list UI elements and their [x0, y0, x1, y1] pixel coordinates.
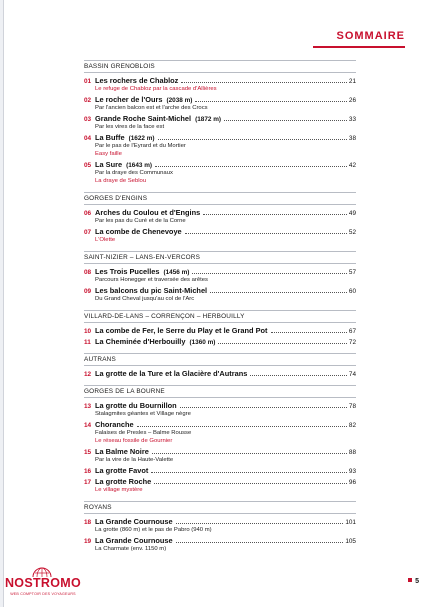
dot-leader: [203, 214, 347, 215]
entry-subtitle: La grotte (860 m) et le pas de Pabro (940 m): [95, 527, 212, 533]
toc-section: [84, 310, 356, 346]
entry-page-number: 72: [348, 339, 356, 346]
entry-title: Arches du Coulou et d'Engins: [95, 208, 201, 217]
entry-title: La Sure: [95, 160, 123, 169]
entry-page-number: 52: [348, 229, 356, 236]
toc-entry[interactable]: [84, 160, 356, 185]
toc-entry[interactable]: [84, 227, 356, 244]
entry-title: Le rocher de l'Ours: [95, 95, 163, 104]
entry-subtitle: Stalagmites géantes et Village nègre: [95, 411, 191, 417]
entry-page-number: 60: [348, 288, 356, 295]
entry-title-line: [84, 76, 356, 85]
toc-section: [84, 501, 356, 553]
toc-section: [84, 353, 356, 378]
dot-leader: [176, 523, 344, 524]
entry-title-line: [84, 401, 356, 410]
entry-number: 02: [84, 97, 92, 104]
entry-number: 08: [84, 269, 92, 276]
document-page: [3, 0, 432, 607]
dot-leader: [180, 407, 347, 408]
section-heading: ROYANS: [84, 501, 356, 514]
toc-entry[interactable]: [84, 369, 356, 378]
dot-leader: [151, 472, 347, 473]
entry-title: La combe de Chenevoye: [95, 227, 182, 236]
dot-leader: [158, 139, 347, 140]
page-number: [408, 578, 419, 585]
section-heading: VILLARD-DE-LANS – CORRENÇON – HERBOUILLY: [84, 310, 356, 323]
entry-page-number: 88: [348, 449, 356, 456]
entry-variant: La draye de Seblou: [95, 178, 147, 184]
nostromo-logo: [4, 567, 82, 603]
entry-title: La Cheminée d'Herbouilly: [95, 337, 186, 346]
entry-page-number: 38: [348, 135, 356, 142]
entry-page-number: 57: [348, 269, 356, 276]
entry-page-number: 105: [345, 538, 356, 545]
entry-number: 18: [84, 519, 92, 526]
entry-title-line: [84, 208, 356, 217]
entry-subtitle: Par l'ancien balcon est et l'arche des Crocs: [95, 105, 208, 111]
entry-altitude: (1872 m): [195, 116, 222, 123]
entry-page-number: 33: [348, 116, 356, 123]
entry-altitude: (2038 m): [166, 97, 193, 104]
entry-page-number: 93: [348, 468, 356, 475]
entry-title-line: [84, 95, 356, 104]
page-number-marker: [408, 578, 412, 582]
entry-number: 06: [84, 210, 92, 217]
entry-page-number: 74: [348, 371, 356, 378]
toc-entry[interactable]: [84, 326, 356, 335]
entry-title-line: [84, 326, 356, 335]
page-header: [313, 30, 405, 48]
entry-variant: Le village mystère: [95, 487, 143, 493]
entry-subtitle: Parcours Honegger et traversée des arêtes: [95, 277, 208, 283]
dot-leader: [250, 375, 347, 376]
entry-title: Les Trois Pucelles: [95, 267, 160, 276]
entry-number: 04: [84, 135, 92, 142]
entry-title: La grotte Roche: [95, 477, 152, 486]
entry-number: 05: [84, 162, 92, 169]
entry-variant: Le réseau fossile de Gournier: [95, 438, 173, 444]
logo-tagline: WEB COMPTOIR DES VOYAGEURS: [10, 592, 76, 596]
toc-section: [84, 60, 356, 185]
entry-subtitle: Par les pas du Curé et de la Corne: [95, 218, 186, 224]
toc-entry[interactable]: [84, 401, 356, 418]
entry-title-line: [84, 267, 356, 276]
toc-entry[interactable]: [84, 267, 356, 284]
entry-page-number: 21: [348, 78, 356, 85]
entry-title: Grande Roche Saint-Michel: [95, 114, 192, 123]
entry-title-line: [84, 160, 356, 169]
entry-page-number: 96: [348, 479, 356, 486]
toc-entry[interactable]: [84, 95, 356, 112]
entry-subtitle: Du Grand Cheval jusqu'au col de l'Arc: [95, 296, 195, 302]
toc-entry[interactable]: [84, 477, 356, 494]
entry-page-number: 78: [348, 403, 356, 410]
dot-leader: [185, 233, 347, 234]
entry-altitude: (1360 m): [189, 339, 216, 346]
entry-title: La Grande Cournouse: [95, 536, 173, 545]
entry-title-line: [84, 477, 356, 486]
entry-number: 17: [84, 479, 92, 486]
entry-title: La Grande Cournouse: [95, 517, 173, 526]
entry-number: 01: [84, 78, 92, 85]
entry-subtitle: Par les vires de la face est: [95, 124, 165, 130]
toc-entry[interactable]: [84, 536, 356, 553]
entry-title-line: [84, 517, 356, 526]
entry-number: 13: [84, 403, 92, 410]
entry-page-number: 26: [348, 97, 356, 104]
entry-variant: L'Olette: [95, 237, 116, 243]
toc-entry[interactable]: [84, 114, 356, 131]
dot-leader: [154, 483, 347, 484]
title-underline: [313, 46, 405, 48]
dot-leader: [271, 332, 347, 333]
section-heading: BASSIN GRENOBLOIS: [84, 60, 356, 73]
entry-title-line: [84, 369, 356, 378]
entry-title-line: [84, 337, 356, 346]
entry-altitude: (1456 m): [163, 269, 190, 276]
toc-entry[interactable]: [84, 337, 356, 346]
entry-altitude: (1622 m): [128, 135, 155, 142]
entry-title-line: [84, 133, 356, 142]
entry-subtitle: Par le pas de l'Eyrard et du Mortier: [95, 143, 186, 149]
entry-page-number: 49: [348, 210, 356, 217]
dot-leader: [137, 426, 347, 427]
entry-subtitle: Par la draye des Communaux: [95, 170, 173, 176]
dot-leader: [224, 120, 347, 121]
entry-title-line: [84, 420, 356, 429]
entry-variant: Easy faille: [95, 151, 122, 157]
table-of-contents: [84, 60, 356, 560]
dot-leader: [152, 453, 347, 454]
page-number-text: 5: [415, 578, 419, 585]
toc-entry[interactable]: [84, 517, 356, 534]
entry-subtitle: La Charmate (env. 1150 m): [95, 546, 167, 552]
dot-leader: [155, 166, 347, 167]
toc-section: [84, 385, 356, 494]
toc-entry[interactable]: [84, 286, 356, 303]
dot-leader: [192, 273, 346, 274]
toc-entry[interactable]: [84, 133, 356, 158]
dot-leader: [210, 292, 347, 293]
entry-page-number: 101: [345, 519, 356, 526]
entry-subtitle: Par la vire de la Haute-Valette: [95, 457, 174, 463]
entry-title: La combe de Fer, le Serre du Play et le Grand Pot: [95, 326, 268, 335]
page-title: SOMMAIRE: [336, 30, 405, 42]
entry-number: 11: [84, 339, 91, 346]
entry-title-line: [84, 227, 356, 236]
section-heading: AUTRANS: [84, 353, 356, 366]
entry-variant: Le refuge de Chabloz par la cascade d'Allières: [95, 86, 217, 92]
section-heading: SAINT-NIZIER – LANS-EN-VERCORS: [84, 251, 356, 264]
entry-page-number: 82: [348, 422, 356, 429]
entry-title-line: [84, 447, 356, 456]
section-heading: GORGES D'ENGINS: [84, 192, 356, 205]
logo-name: NOSTROMO: [4, 576, 81, 590]
entry-title: La grotte Favot: [95, 466, 149, 475]
toc-entry[interactable]: [84, 447, 356, 464]
dot-leader: [176, 542, 344, 543]
entry-title: La grotte de la Ture et la Glacière d'Autrans: [95, 369, 248, 378]
dot-leader: [218, 343, 346, 344]
toc-section: [84, 251, 356, 303]
entry-number: 15: [84, 449, 92, 456]
entry-subtitle: Falaises de Presles – Balme Rousse: [95, 430, 192, 436]
dot-leader: [181, 82, 347, 83]
entry-title-line: [84, 286, 356, 295]
entry-number: 16: [84, 468, 92, 475]
entry-title: Les balcons du pic Saint-Michel: [95, 286, 208, 295]
entry-number: 07: [84, 229, 92, 236]
entry-title-line: [84, 466, 356, 475]
toc-entry[interactable]: [84, 420, 356, 445]
entry-number: 14: [84, 422, 92, 429]
section-heading: GORGES DE LA BOURNE: [84, 385, 356, 398]
entry-page-number: 42: [348, 162, 356, 169]
entry-number: 10: [84, 328, 92, 335]
toc-section: [84, 192, 356, 244]
toc-entry[interactable]: [84, 466, 356, 475]
entry-title: La Buffe: [95, 133, 125, 142]
entry-page-number: 67: [348, 328, 356, 335]
entry-title: Les rochers de Chabloz: [95, 76, 179, 85]
toc-entry[interactable]: [84, 76, 356, 93]
entry-title: La Balme Noire: [95, 447, 149, 456]
entry-title-line: [84, 114, 356, 123]
entry-title-line: [84, 536, 356, 545]
entry-number: 12: [84, 371, 92, 378]
entry-number: 09: [84, 288, 92, 295]
entry-number: 03: [84, 116, 92, 123]
dot-leader: [195, 101, 346, 102]
entry-title: La grotte du Bournillon: [95, 401, 177, 410]
entry-title: Choranche: [95, 420, 134, 429]
entry-number: 19: [84, 538, 92, 545]
toc-entry[interactable]: [84, 208, 356, 225]
entry-altitude: (1643 m): [126, 162, 153, 169]
